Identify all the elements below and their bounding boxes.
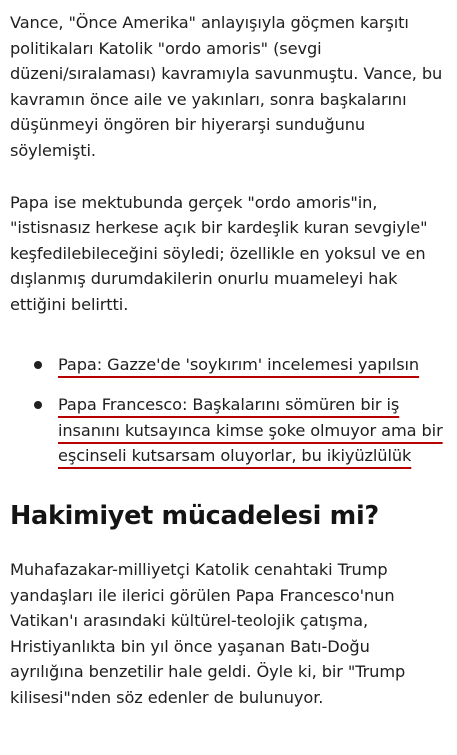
related-link-item <box>10 392 447 469</box>
bullet-icon <box>34 361 42 369</box>
related-link-gaza[interactable]: Papa: Gazze'de 'soykırım' incelemesi yapılsın <box>58 354 420 374</box>
related-links-list <box>10 352 447 469</box>
section-heading: Hakimiyet mücadelesi mi? <box>10 500 379 531</box>
article-body <box>0 10 457 710</box>
related-link-francesco[interactable]: Papa Francesco: Başkalarını sömüren bir iş insanını kutsayınca kimse şoke olmuyor ama bir eşcinseli kutsarsam oluyorlar, bu ikiyüzlülük <box>58 395 443 466</box>
article-paragraph: Papa ise mektubunda gerçek "ordo amoris"in, "istisnasız herkese açık bir kardeşlik kuran sevgiyle" keşfedilebileceğini söyledi; özellikle en yoksul ve en dışlanmış durumdakilerin onurlu muameleyi hak ettiğini belirtti. <box>10 192 428 314</box>
bullet-icon <box>34 401 42 409</box>
related-link-item <box>10 352 447 378</box>
article-paragraph: Muhafazakar-milliyetçi Katolik cenahtaki Trump yandaşları ile ilerici görülen Papa Francesco'nun Vatikan'ı arasındaki kültürel-teolojik çatışma, Hristiyanlıkta bin yıl önce yaşanan Batı-Doğu ayrılığına benzetilir hale geldi. Öyle ki, bir "Trump kilisesi"nden söz edenler de bulunuyor. <box>10 559 406 707</box>
article-paragraph: Vance, "Önce Amerika" anlayışıyla göçmen karşıtı politikaları Katolik "ordo amoris" (sevgi düzeni/sıralaması) kavramıyla savunmuştu. Vance, bu kavramın önce aile ve yakınları, sonra başkalarını düşünmeyi öngören bir hiyerarşi sunduğunu söylemişti. <box>10 13 443 160</box>
